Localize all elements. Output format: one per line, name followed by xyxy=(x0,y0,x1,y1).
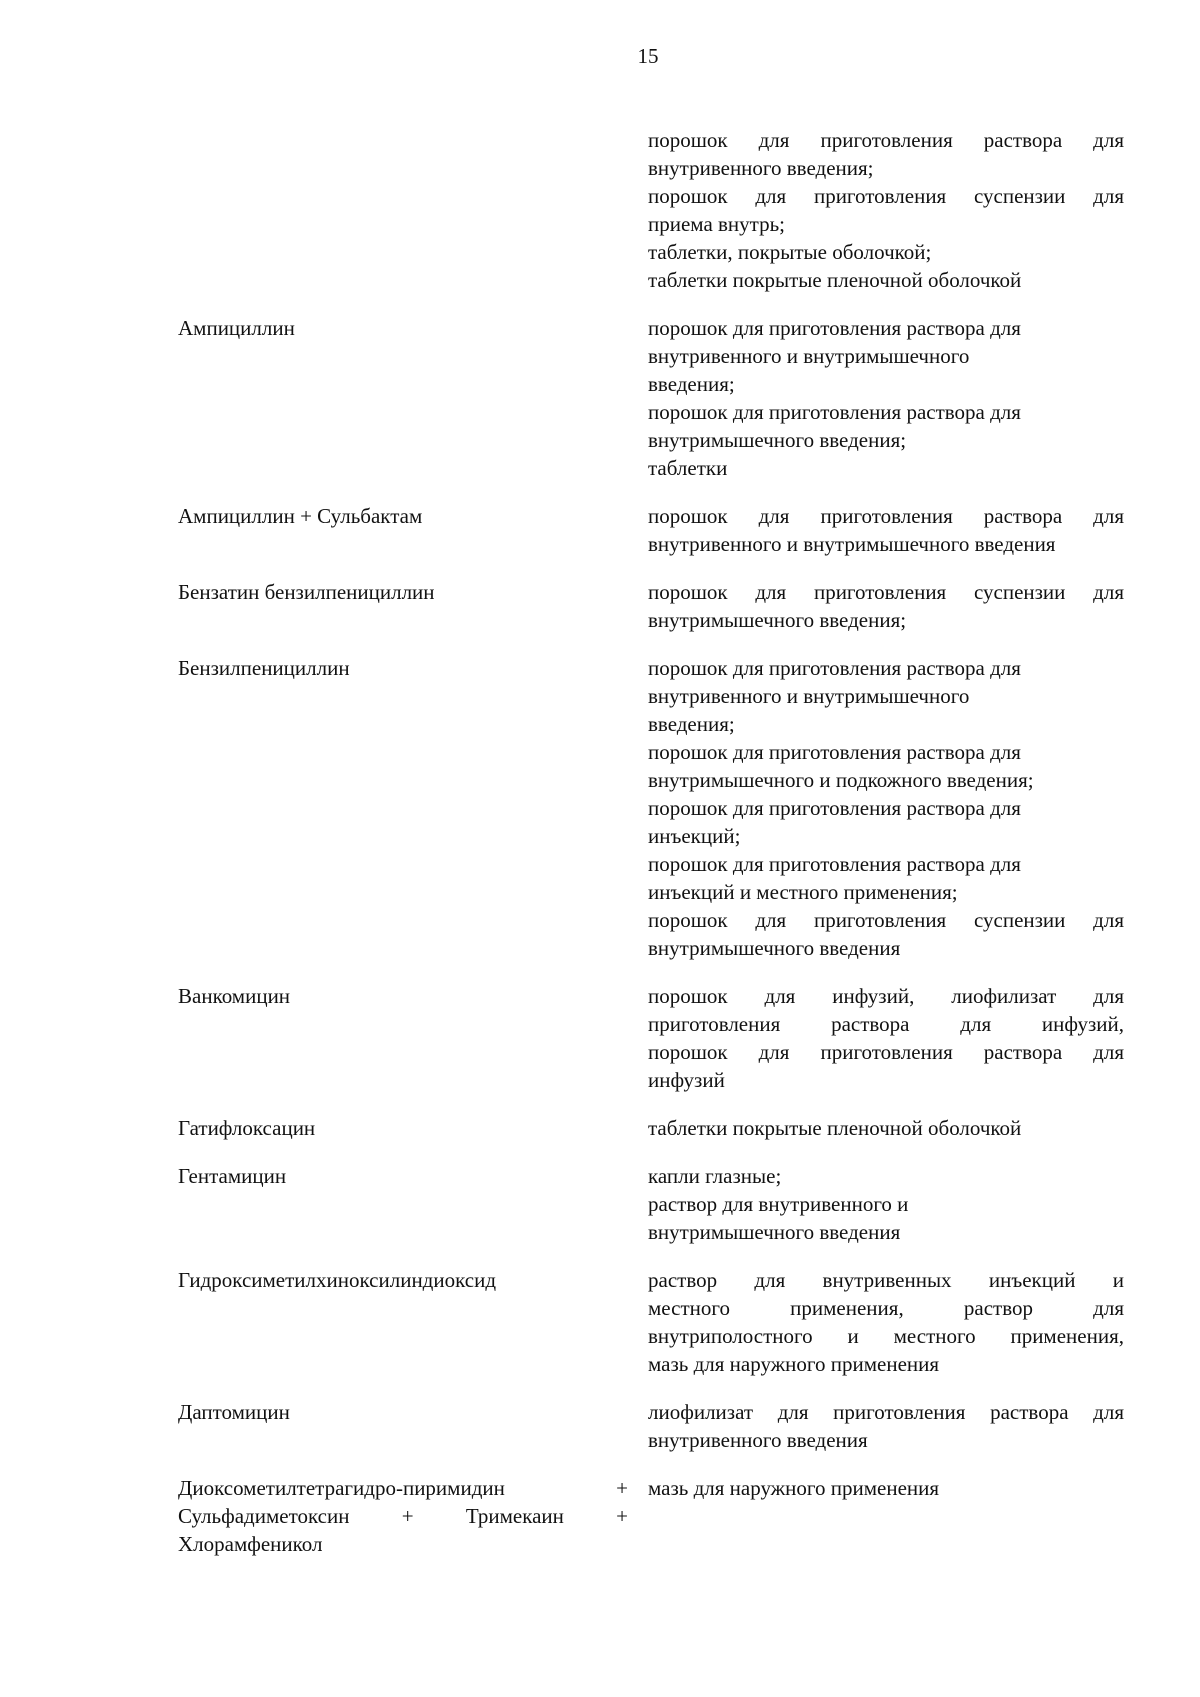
dosage-form-line: внутривенного введения; xyxy=(648,156,874,180)
dosage-form-line: таблетки покрытые пленочной оболочкой xyxy=(648,268,1022,292)
table-row xyxy=(178,982,1130,1094)
dosage-form-line: внутримышечного введения; xyxy=(648,608,907,632)
dosage-form-line: порошок для приготовления раствора для xyxy=(648,316,1021,340)
dosage-form-line: порошок для приготовления раствора для xyxy=(648,656,1021,680)
dosage-form-line: порошок для приготовления раствора для xyxy=(648,852,1021,876)
dosage-form-line: внутримышечного введения xyxy=(648,936,901,960)
dosage-form-line: внутримышечного введения; xyxy=(648,428,907,452)
dosage-forms xyxy=(648,982,1124,1094)
page-number: 15 xyxy=(637,44,659,68)
dosage-forms xyxy=(648,1266,1124,1378)
table-row xyxy=(178,1398,1130,1454)
dosage-form-line: мазь для наружного применения xyxy=(648,1476,940,1500)
dosage-form-line: введения; xyxy=(648,372,735,396)
drug-name-line: Диоксометилтетрагидро-пиримидин + xyxy=(178,1476,628,1500)
dosage-forms xyxy=(648,654,1124,962)
table-row xyxy=(178,654,1130,962)
drug-name: Ампициллин xyxy=(178,316,295,340)
drug-name xyxy=(178,1474,638,1558)
dosage-forms xyxy=(648,1474,1124,1558)
drug-name-line: Сульфадиметоксин + Тримекаин + xyxy=(178,1504,628,1528)
table-row xyxy=(178,1474,1130,1558)
table-row xyxy=(178,502,1130,558)
dosage-form-line: таблетки, покрытые оболочкой; xyxy=(648,240,932,264)
table-row xyxy=(178,1162,1130,1246)
drug-name-line: Хлорамфеникол xyxy=(178,1532,323,1556)
drug-name: Ампициллин + Сульбактам xyxy=(178,504,423,528)
dosage-forms xyxy=(648,1162,1124,1246)
dosage-forms xyxy=(648,502,1124,558)
dosage-form-line: порошок для приготовления раствора для xyxy=(648,400,1021,424)
dosage-form-line: таблетки xyxy=(648,456,728,480)
dosage-forms xyxy=(648,314,1124,482)
dosage-form-line: внутривенного введения xyxy=(648,1428,868,1452)
dosage-form-line: порошок для приготовления суспензии для xyxy=(648,184,1124,208)
dosage-form-line: капли глазные; xyxy=(648,1164,782,1188)
dosage-form-line: приема внутрь; xyxy=(648,212,786,236)
drug-name xyxy=(178,126,638,294)
dosage-form-line: порошок для инфузий, лиофилизат для xyxy=(648,984,1124,1008)
dosage-form-line: порошок для приготовления раствора для xyxy=(648,504,1124,528)
dosage-form-line: инъекций и местного применения; xyxy=(648,880,958,904)
drug-name: Бензатин бензилпенициллин xyxy=(178,580,435,604)
dosage-form-line: внутривенного и внутримышечного xyxy=(648,684,970,708)
dosage-form-line: введения; xyxy=(648,712,735,736)
drug-table xyxy=(178,126,1130,1578)
dosage-forms xyxy=(648,1114,1124,1142)
dosage-form-line: лиофилизат для приготовления раствора для xyxy=(648,1400,1124,1424)
dosage-form-line: раствор для внутривенного и xyxy=(648,1192,909,1216)
table-row xyxy=(178,1266,1130,1378)
table-row xyxy=(178,314,1130,482)
dosage-forms xyxy=(648,1398,1124,1454)
dosage-form-line: приготовления раствора для инфузий, xyxy=(648,1012,1124,1036)
dosage-form-line: раствор для внутривенных инъекций и xyxy=(648,1268,1124,1292)
dosage-form-line: таблетки покрытые пленочной оболочкой xyxy=(648,1116,1022,1140)
dosage-form-line: мазь для наружного применения xyxy=(648,1352,940,1376)
drug-name: Гидроксиметилхиноксилиндиоксид xyxy=(178,1268,497,1292)
dosage-form-line: порошок для приготовления раствора для xyxy=(648,740,1021,764)
dosage-form-line: порошок для приготовления суспензии для xyxy=(648,580,1124,604)
drug-name: Гатифлоксацин xyxy=(178,1116,316,1140)
dosage-forms xyxy=(648,578,1124,634)
table-row xyxy=(178,1114,1130,1142)
dosage-forms xyxy=(648,126,1124,294)
drug-name: Даптомицин xyxy=(178,1400,290,1424)
dosage-form-line: внутримышечного и подкожного введения; xyxy=(648,768,1034,792)
dosage-form-line: внутривенного и внутримышечного xyxy=(648,344,970,368)
dosage-form-line: порошок для приготовления раствора для xyxy=(648,128,1124,152)
drug-name: Ванкомицин xyxy=(178,984,291,1008)
dosage-form-line: внутриполостного и местного применения, xyxy=(648,1324,1124,1348)
dosage-form-line: порошок для приготовления суспензии для xyxy=(648,908,1124,932)
dosage-form-line: внутривенного и внутримышечного введения xyxy=(648,532,1056,556)
drug-name: Гентамицин xyxy=(178,1164,287,1188)
drug-name: Бензилпенициллин xyxy=(178,656,350,680)
dosage-form-line: инъекций; xyxy=(648,824,741,848)
dosage-form-line: инфузий xyxy=(648,1068,725,1092)
table-row xyxy=(178,578,1130,634)
dosage-form-line: внутримышечного введения xyxy=(648,1220,901,1244)
table-row xyxy=(178,126,1130,294)
dosage-form-line: порошок для приготовления раствора для xyxy=(648,796,1021,820)
dosage-form-line: местного применения, раствор для xyxy=(648,1296,1124,1320)
dosage-form-line: порошок для приготовления раствора для xyxy=(648,1040,1124,1064)
